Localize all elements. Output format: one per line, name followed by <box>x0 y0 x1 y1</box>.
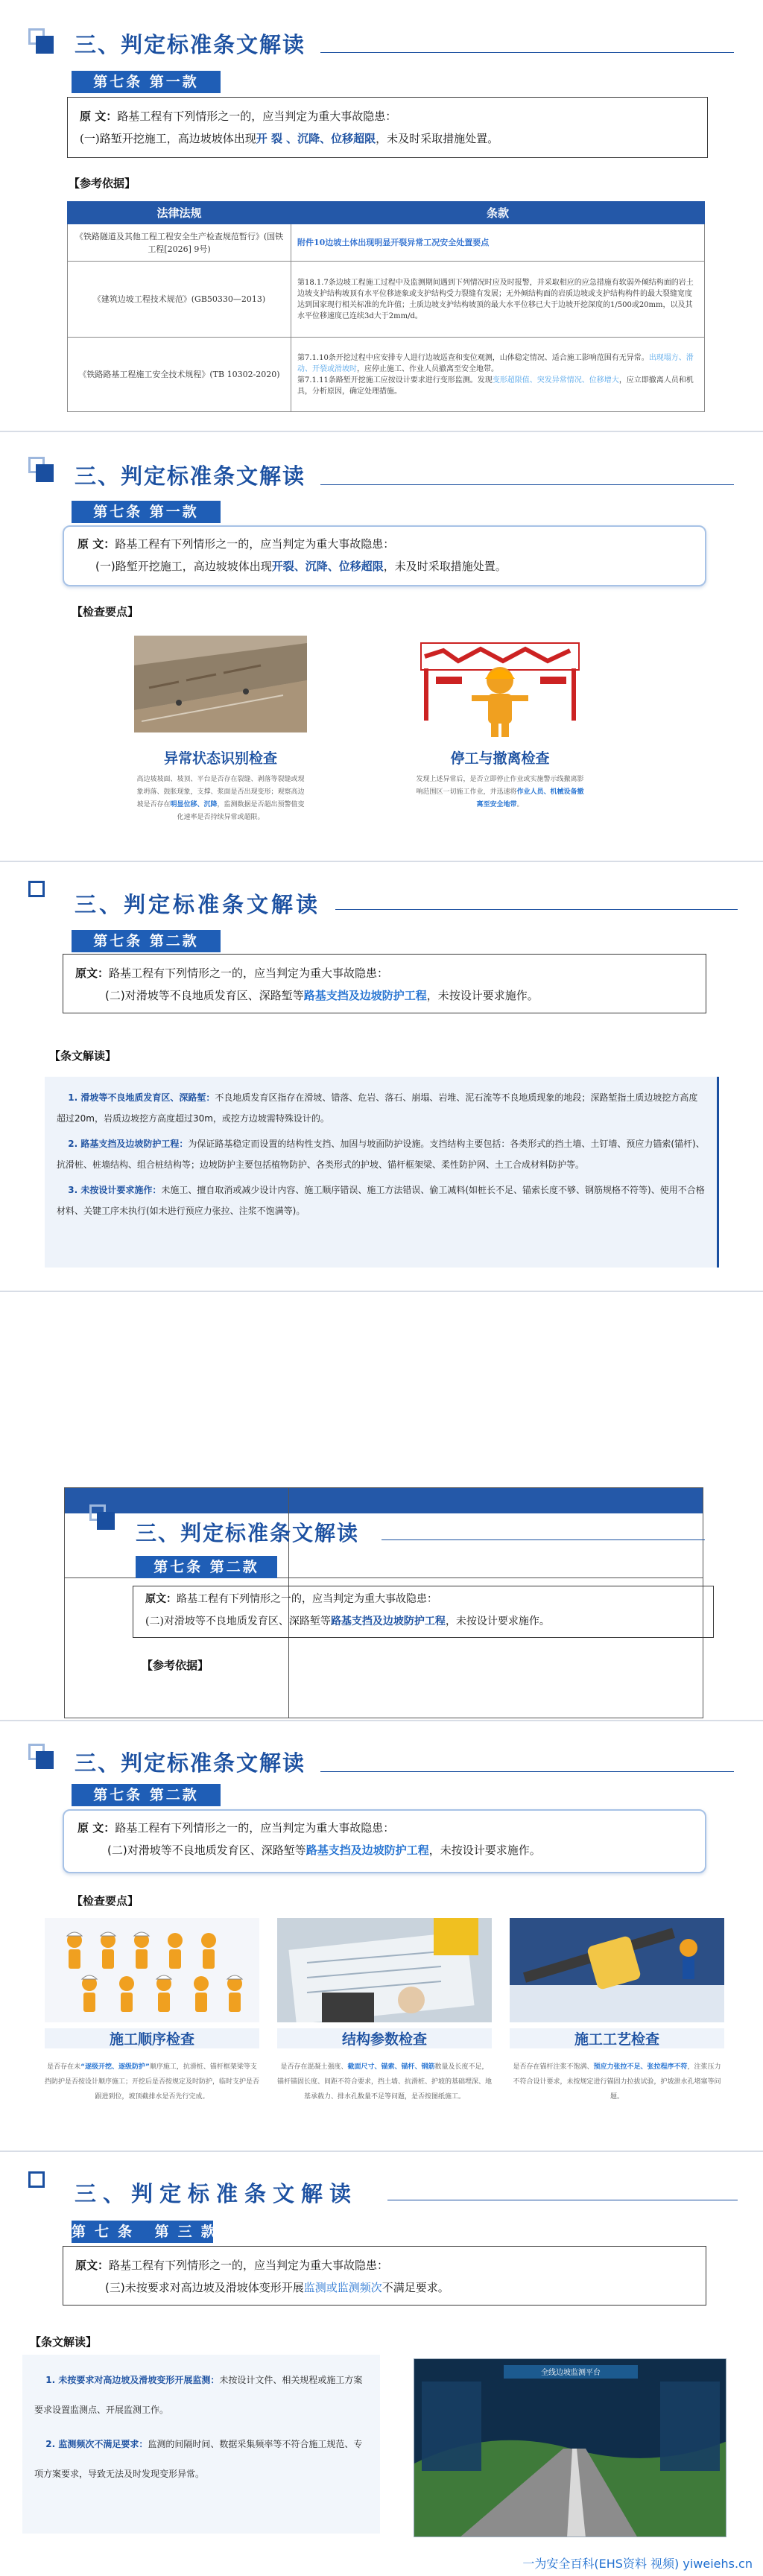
blueprint-photo <box>277 1918 492 2022</box>
law-lead: 路基工程有下列情形之一的，应当判定为重大事故隐患： <box>115 537 395 551</box>
law-text-box <box>63 2246 706 2306</box>
title-decoration <box>28 1744 57 1772</box>
slide-4 <box>0 1294 763 1718</box>
article-tab: 第七条 第二款 <box>72 1784 221 1806</box>
slide-1 <box>0 0 763 425</box>
law-label: 原文： <box>145 1593 177 1605</box>
slide-separator <box>0 1291 763 1292</box>
law-item-suffix: ，未及时采取措施处置。 <box>383 560 507 573</box>
law-item-highlight: 路基支挡及边坡防护工程 <box>305 1844 429 1857</box>
clause-highlight: 出现塌方、滑动、开裂或滑坡时 <box>297 353 694 373</box>
law-item-prefix: (二)对滑坡等不良地质发育区、深路堑等 <box>145 1615 331 1627</box>
law-item-prefix: (三)未按要求对高边坡及滑坡体变形开展 <box>105 2281 304 2294</box>
law-item-suffix: ，未按设计要求施作。 <box>445 1615 550 1627</box>
law-label: 原文： <box>75 966 110 980</box>
table-row <box>68 224 705 262</box>
table-row <box>68 262 705 338</box>
article-tab: 第七条 第一款 <box>72 71 221 93</box>
law-text-box <box>63 525 706 586</box>
check-card <box>45 1918 259 2142</box>
title-decoration <box>28 2171 57 2200</box>
slide-title: 三、判定标准条文解读 <box>75 463 306 489</box>
law-item-prefix: (二)对滑坡等不良地质发育区、深路堑等 <box>107 1844 306 1857</box>
workers-illustration <box>45 1918 259 2022</box>
law-lead: 路基工程有下列情形之一的，应当判定为重大事故隐患： <box>117 110 397 123</box>
slide-2 <box>0 436 763 857</box>
check-card <box>277 1918 492 2142</box>
interpretation-item: 1. 未按要求对高边坡及滑坡变形开展监测：未按设计文件、相关规程或施工方案要求设置监测点、开展监测工作。 <box>34 2375 363 2415</box>
title-rule <box>320 52 734 53</box>
check-card <box>414 636 586 844</box>
slide-separator <box>0 1720 763 1721</box>
card-caption: 异常状态识别检查 <box>163 750 277 767</box>
title-decoration <box>28 28 57 57</box>
article-tab: 第七条 第二款 <box>72 930 221 952</box>
law-label: 原文： <box>75 2259 110 2272</box>
clause-text: 第7.1.11条路堑开挖施工应按设计要求进行变形监测。发现 <box>297 376 493 384</box>
law-item-highlight: 开 裂 、沉降、位移超限 <box>256 132 376 145</box>
law-label: 原 文： <box>77 537 115 551</box>
law-text-box <box>133 1586 714 1638</box>
table-cell-law: 《铁路隧道及其他工程工程安全生产检查规范暂行》(国铁工程[2026] 9号) <box>68 224 291 262</box>
law-lead: 路基工程有下列情形之一的，应当判定为重大事故隐患： <box>115 1821 395 1835</box>
table-cell-clause: 第18.1.7条边坡工程施工过程中及监测期间遇到下列情况时应及时报警，并采取相应的应急措施有软弱外倾结构面的岩土边坡支护结构坡顶有水平位移迹象或支护结构受力裂缝有发展；无外倾结构面的岩质边坡或支护结构构件的最大裂缝宽度达到国家现行相关标准的允许值；土质边坡支护结构坡顶的最大水平位移已大于边坡开挖深度的1/500或20mm，以及其水平位移速度已连续3d大于2mm/d。 <box>291 262 705 338</box>
title-rule <box>320 484 734 485</box>
article-tab: 第七条 第一款 <box>72 501 221 523</box>
interpretation-item: 1. 滑坡等不良地质发育区、深路堑：不良地质发育区指存在滑坡、错落、危岩、落石、崩塌、岩堆、泥石流等不良地质现象的地段；深路堑指土质边坡挖方高度超过20m，岩质边坡挖方高度超过30m，或挖方边坡需特殊设计的。 <box>57 1092 698 1124</box>
law-text-box <box>67 97 708 158</box>
law-item-prefix: (二)对滑坡等不良地质发育区、深路堑等 <box>105 989 304 1002</box>
interpretation-item: 3. 未按设计要求施作：未施工、擅自取消或减少设计内容、施工顺序错误、施工方法错误、偷工减料(如桩长不足、锚索长度不够、钢筋规格不符等)、使用不合格材料、关键工序未执行(如未进行预应力张拉、注浆不饱满等)。 <box>57 1185 705 1216</box>
card-description: 是否存在混凝土强度、截面尺寸、锚索、锚杆、钢筋数量及长度不足，锚杆锚固长度、间距不符合要求，挡土墙、抗滑桩、护坡的基础埋深、地基承载力、排水孔数量不足等问题，是否按图纸施工。 <box>277 2063 493 2101</box>
check-label: 【检查要点】 <box>72 1894 139 1908</box>
check-label: 【检查要点】 <box>72 605 139 618</box>
slide-6 <box>0 2153 763 2576</box>
card-description: 是否存在锚杆注浆不饱满、预应力张拉不足、张拉程序不符，注浆压力不符合设计要求，未按规定进行锚固力拉拔试验，护坡泄水孔堵塞等问题。 <box>513 2063 721 2101</box>
card-caption: 施工顺序检查 <box>45 2028 259 2048</box>
monitor-screen-title: 全线边坡监测平台 <box>541 2369 601 2377</box>
law-item-highlight: 开裂、沉降、位移超限 <box>271 560 384 573</box>
clause-text: ，应停止施工、作业人员撤离至安全地带。 <box>357 364 498 373</box>
clause-link[interactable]: 附件10边坡土体出现明显开裂异常工况安全处置要点 <box>297 238 490 247</box>
law-lead: 路基工程有下列情形之一的，应当判定为重大事故隐患： <box>177 1593 437 1605</box>
interpretation-item: 2. 路基支挡及边坡防护工程：为保证路基稳定而设置的结构性支挡、加固与坡面防护设施。支挡结构主要包括：各类形式的挡土墙、土钉墙、预应力锚索(锚杆)、抗滑桩、桩墙结构、组合桩结构等；边坡防护主要包括植物防护、各类形式的护坡、锚杆框架梁、柔性防护网、土工合成材料防护等。 <box>57 1139 705 1170</box>
card-caption: 停工与撤离检查 <box>450 750 550 767</box>
interpretation-label: 【条文解读】 <box>30 2335 98 2349</box>
table-cell-law: 《建筑边坡工程技术规范》(GB50330—2013) <box>68 262 291 338</box>
clause-highlight: 变形超限值、突发异常情况、位移增大 <box>492 376 619 384</box>
law-item-highlight: 路基支挡及边坡防护工程 <box>330 1615 446 1627</box>
slide-title: 三、判定标准条文解读 <box>75 892 321 917</box>
law-item-suffix: 不满足要求。 <box>382 2281 449 2294</box>
monitoring-platform-screenshot <box>414 2358 726 2537</box>
law-item-prefix: (一)路堑开挖施工，高边坡坡体出现 <box>95 560 272 573</box>
slide-title: 三、判定标准条文解读 <box>136 1521 360 1545</box>
pipe-3d-illustration <box>510 1918 724 2022</box>
slope-photo <box>134 636 307 732</box>
reference-label: 【参考依据】 <box>69 177 136 190</box>
clause-text: 第7.1.10条开挖过程中应安排专人进行边坡巡查和变位观测，山体稳定情况、适合施工影响范围有无异常。 <box>297 353 649 362</box>
interpretation-box <box>45 1077 719 1268</box>
clause-text: ，应立即撤离人员和机具，分析原因，确定处理措施。 <box>297 376 694 396</box>
worker-barrier-image <box>414 636 586 740</box>
title-decoration <box>89 1504 118 1533</box>
law-lead: 路基工程有下列情形之一的，应当判定为重大事故隐患： <box>109 2259 389 2272</box>
interpretation-box <box>22 2355 380 2534</box>
law-label: 原 文： <box>77 1821 115 1835</box>
slide-5 <box>0 1723 763 2148</box>
card-description: 是否存在未“逐级开挖、逐级防护”顺序施工，抗滑桩、锚杆框架梁等支挡防护是否按设计顺序施工；开挖后是否按规定及时防护，临时支护是否跟进到位，坡顶截排水是否先行完成。 <box>45 2063 260 2101</box>
article-tab: 第七条 第三款 <box>72 2221 213 2243</box>
table-row <box>68 338 705 412</box>
card-caption: 结构参数检查 <box>277 2028 492 2048</box>
slide-separator <box>0 431 763 432</box>
table-cell-law: 《铁路路基工程施工安全技术规程》(TB 10302-2020) <box>68 338 291 412</box>
law-text-box <box>63 1809 706 1873</box>
reference-table <box>67 201 705 412</box>
title-decoration <box>28 457 57 485</box>
title-rule <box>320 1771 734 1772</box>
slide-title: 三、判定标准条文解读 <box>75 32 306 57</box>
card-description: 高边坡坡面、坡顶、平台是否存在裂缝、剥落等裂缝或现象坍落、鼓胀现象，支撑、浆面是否出现变形；观察高边坡是否存在明显位移、沉降，监测数据是否超出预警值变化速率是否持续异常或超限。 <box>136 776 305 821</box>
table-cell-clause <box>291 338 705 412</box>
table-header-law: 法律法规 <box>68 202 291 224</box>
slide-title: 三、判定标准条文解读 <box>75 1750 306 1776</box>
card-description: 发现上述异常后，是否立即停止作业或实施警示线撤离影响范围区一切施工作业，并迅速将作业人员、机械设备撤离至安全地带。 <box>416 776 584 808</box>
slide-separator <box>0 861 763 862</box>
table-cell-clause <box>291 224 705 262</box>
law-item-prefix: (一)路堑开挖施工，高边坡坡体出现 <box>80 132 256 145</box>
card-caption: 施工工艺检查 <box>510 2028 724 2048</box>
title-decoration <box>28 881 57 909</box>
slide-separator <box>0 2151 763 2152</box>
law-item-highlight: 路基支挡及边坡防护工程 <box>303 989 427 1002</box>
law-item-highlight: 监测或监测频次 <box>303 2281 382 2294</box>
slide-3 <box>0 864 763 1289</box>
law-label: 原 文： <box>80 110 118 123</box>
interpretation-label: 【条文解读】 <box>49 1049 117 1063</box>
title-rule <box>382 1539 705 1540</box>
check-card <box>510 1918 724 2142</box>
footer-watermark: 一为安全百科(EHS资料 视频) yiweiehs.cn <box>522 2557 753 2571</box>
table-header-clause: 条款 <box>291 202 705 224</box>
law-text-box <box>63 954 706 1013</box>
check-card <box>134 636 307 844</box>
article-tab: 第七条 第二款 <box>136 1556 277 1578</box>
law-item-suffix: ，未按设计要求施作。 <box>428 1844 541 1857</box>
interpretation-item: 2. 监测频次不满足要求：监测的间隔时间、数据采集频率等不符合施工规范、专项方案要求，导致无法及时发现变形异常。 <box>34 2439 363 2479</box>
title-rule <box>335 909 738 910</box>
reference-label: 【参考依据】 <box>142 1659 209 1672</box>
law-item-suffix: ，未及时采取措施处置。 <box>376 132 499 145</box>
slide-title: 三、判定标准条文解读 <box>75 2181 358 2206</box>
law-lead: 路基工程有下列情形之一的，应当判定为重大事故隐患： <box>109 966 389 980</box>
law-item-suffix: ，未按设计要求施作。 <box>426 989 539 1002</box>
